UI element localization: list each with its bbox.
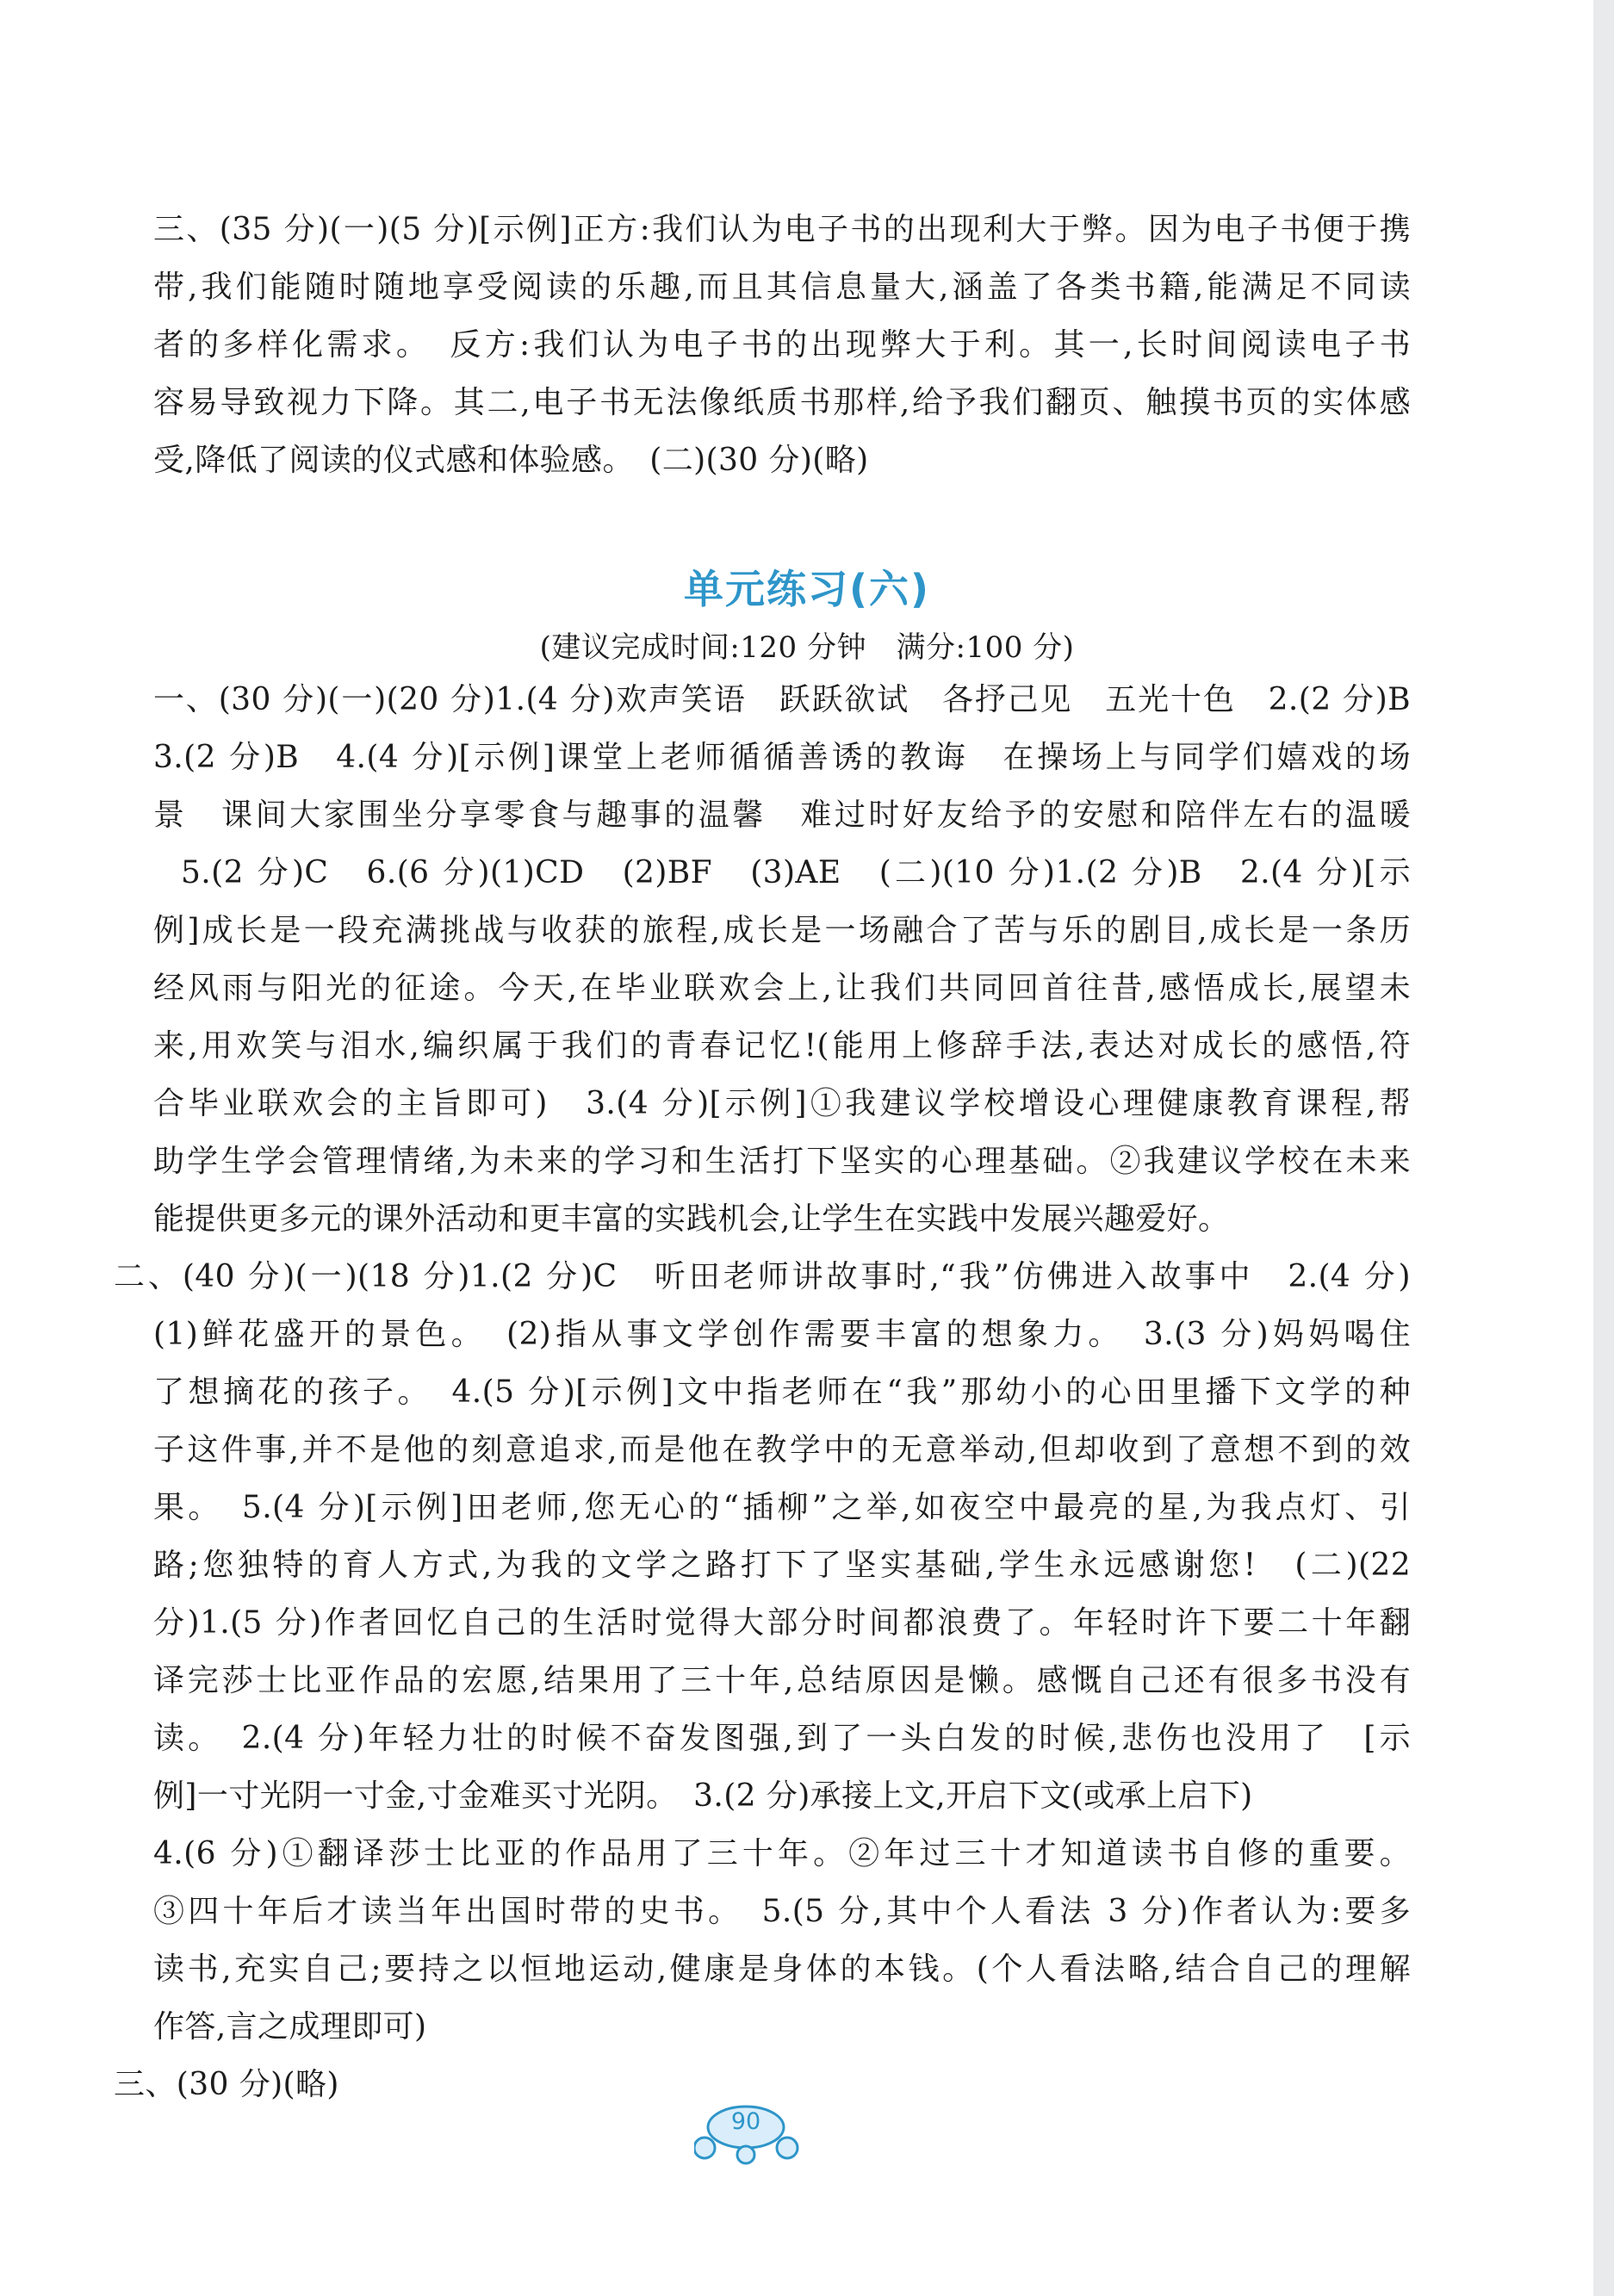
answer-line: 果。 5.(4 分)[示例]田老师,您无心的“插柳”之举,如夜空中最亮的星,为我点灯、引 [153, 1490, 1411, 1525]
answer-line: 一、(30 分)(一)(20 分)1.(4 分)欢声笑语 跃跃欲试 各抒己见 五光十色 2.(2 分)B [153, 682, 1411, 717]
prev-section-line: 受,降低了阅读的仪式感和体验感。 (二)(30 分)(略) [153, 443, 869, 478]
answer-line: 5.(2 分)C 6.(6 分)(1)CD (2)BF (3)AE (二)(10 分)1.(2 分)B 2.(4 分)[示 [181, 855, 1411, 890]
answer-line: 例]一寸光阴一寸金,寸金难买寸光阴。 3.(2 分)承接上文,开启下文(或承上启下) [153, 1778, 1253, 1814]
answer-line: 景 课间大家围坐分享零食与趣事的温馨 难过时好友给予的安慰和陪伴左右的温暖 [153, 797, 1411, 833]
answer-line: 合毕业联欢会的主旨即可) 3.(4 分)[示例]①我建议学校增设心理健康教育课程,帮 [153, 1086, 1411, 1121]
answer-line: (1)鲜花盛开的景色。 (2)指从事文学创作需要丰富的想象力。 3.(3 分)妈妈喝住 [153, 1317, 1411, 1352]
prev-section-line: 容易导致视力下降。其二,电子书无法像纸质书那样,给予我们翻页、触摸书页的实体感 [153, 385, 1411, 420]
answer-line: 路;您独特的育人方式,为我的文学之路打下了坚实基础,学生永远感谢您! (二)(22 [153, 1548, 1411, 1583]
answer-line: 分)1.(5 分)作者回忆自己的生活时觉得大部分时间都浪费了。年轻时许下要二十年翻 [153, 1605, 1411, 1641]
answer-line: 了想摘花的孩子。 4.(5 分)[示例]文中指老师在“我”那幼小的心田里播下文学的种 [153, 1374, 1411, 1410]
answer-line: 译完莎士比亚作品的宏愿,结果用了三十年,总结原因是懒。感慨自己还有很多书没有 [153, 1663, 1411, 1698]
prev-section-line: 带,我们能随时随地享受阅读的乐趣,而且其信息量大,涵盖了各类书籍,能满足不同读 [153, 270, 1411, 305]
page-edge-band [1593, 0, 1614, 2296]
answer-line: 能提供更多元的课外活动和更丰富的实践机会,让学生在实践中发展兴趣爱好。 [153, 1201, 1230, 1237]
answer-line: 三、(30 分)(略) [114, 2067, 339, 2102]
answer-line: 例]成长是一段充满挑战与收获的旅程,成长是一场融合了苦与乐的剧目,成长是一条历 [153, 913, 1411, 948]
answer-line: 经风雨与阳光的征途。今天,在毕业联欢会上,让我们共同回首往昔,感悟成长,展望未 [153, 971, 1411, 1006]
answer-line: 3.(2 分)B 4.(4 分)[示例]课堂上老师循循善诱的教诲 在操场上与同学们嬉戏的场 [153, 740, 1411, 775]
prev-section-line: 三、(35 分)(一)(5 分)[示例]正方:我们认为电子书的出现利大于弊。因为电子书便于携 [153, 212, 1411, 247]
answer-line: 作答,言之成理即可) [153, 2009, 427, 2045]
answer-line: 4.(6 分)①翻译莎士比亚的作品用了三十年。②年过三十才知道读书自修的重要。 [153, 1836, 1411, 1871]
unit-title: 单元练习(六) [683, 566, 931, 612]
page-number: 90 [730, 2108, 761, 2135]
prev-section-line: 者的多样化需求。 反方:我们认为电子书的出现弊大于利。其一,长时间阅读电子书 [153, 327, 1411, 363]
answer-line: 来,用欢笑与泪水,编织属于我们的青春记忆!(能用上修辞手法,表达对成长的感悟,符 [153, 1028, 1411, 1064]
answer-line: 读。 2.(4 分)年轻力壮的时候不奋发图强,到了一头白发的时候,悲伤也没用了 [示 [153, 1721, 1411, 1756]
answer-line: ③四十年后才读当年出国时带的史书。 5.(5 分,其中个人看法 3 分)作者认为:要多 [153, 1894, 1411, 1929]
answer-line: 二、(40 分)(一)(18 分)1.(2 分)C 听田老师讲故事时,“我”仿佛进入故事中 2.(4 分) [114, 1259, 1411, 1294]
answer-line: 助学生学会管理情绪,为未来的学习和生活打下坚实的心理基础。②我建议学校在未来 [153, 1144, 1411, 1179]
answer-line: 读书,充实自己;要持之以恒地运动,健康是身体的本钱。(个人看法略,结合自己的理解 [153, 1952, 1411, 1987]
answer-line: 子这件事,并不是他的刻意追求,而是他在教学中的无意举动,但却收到了意想不到的效 [153, 1432, 1411, 1468]
unit-subtitle: (建议完成时间:120 分钟 满分:100 分) [539, 630, 1075, 665]
